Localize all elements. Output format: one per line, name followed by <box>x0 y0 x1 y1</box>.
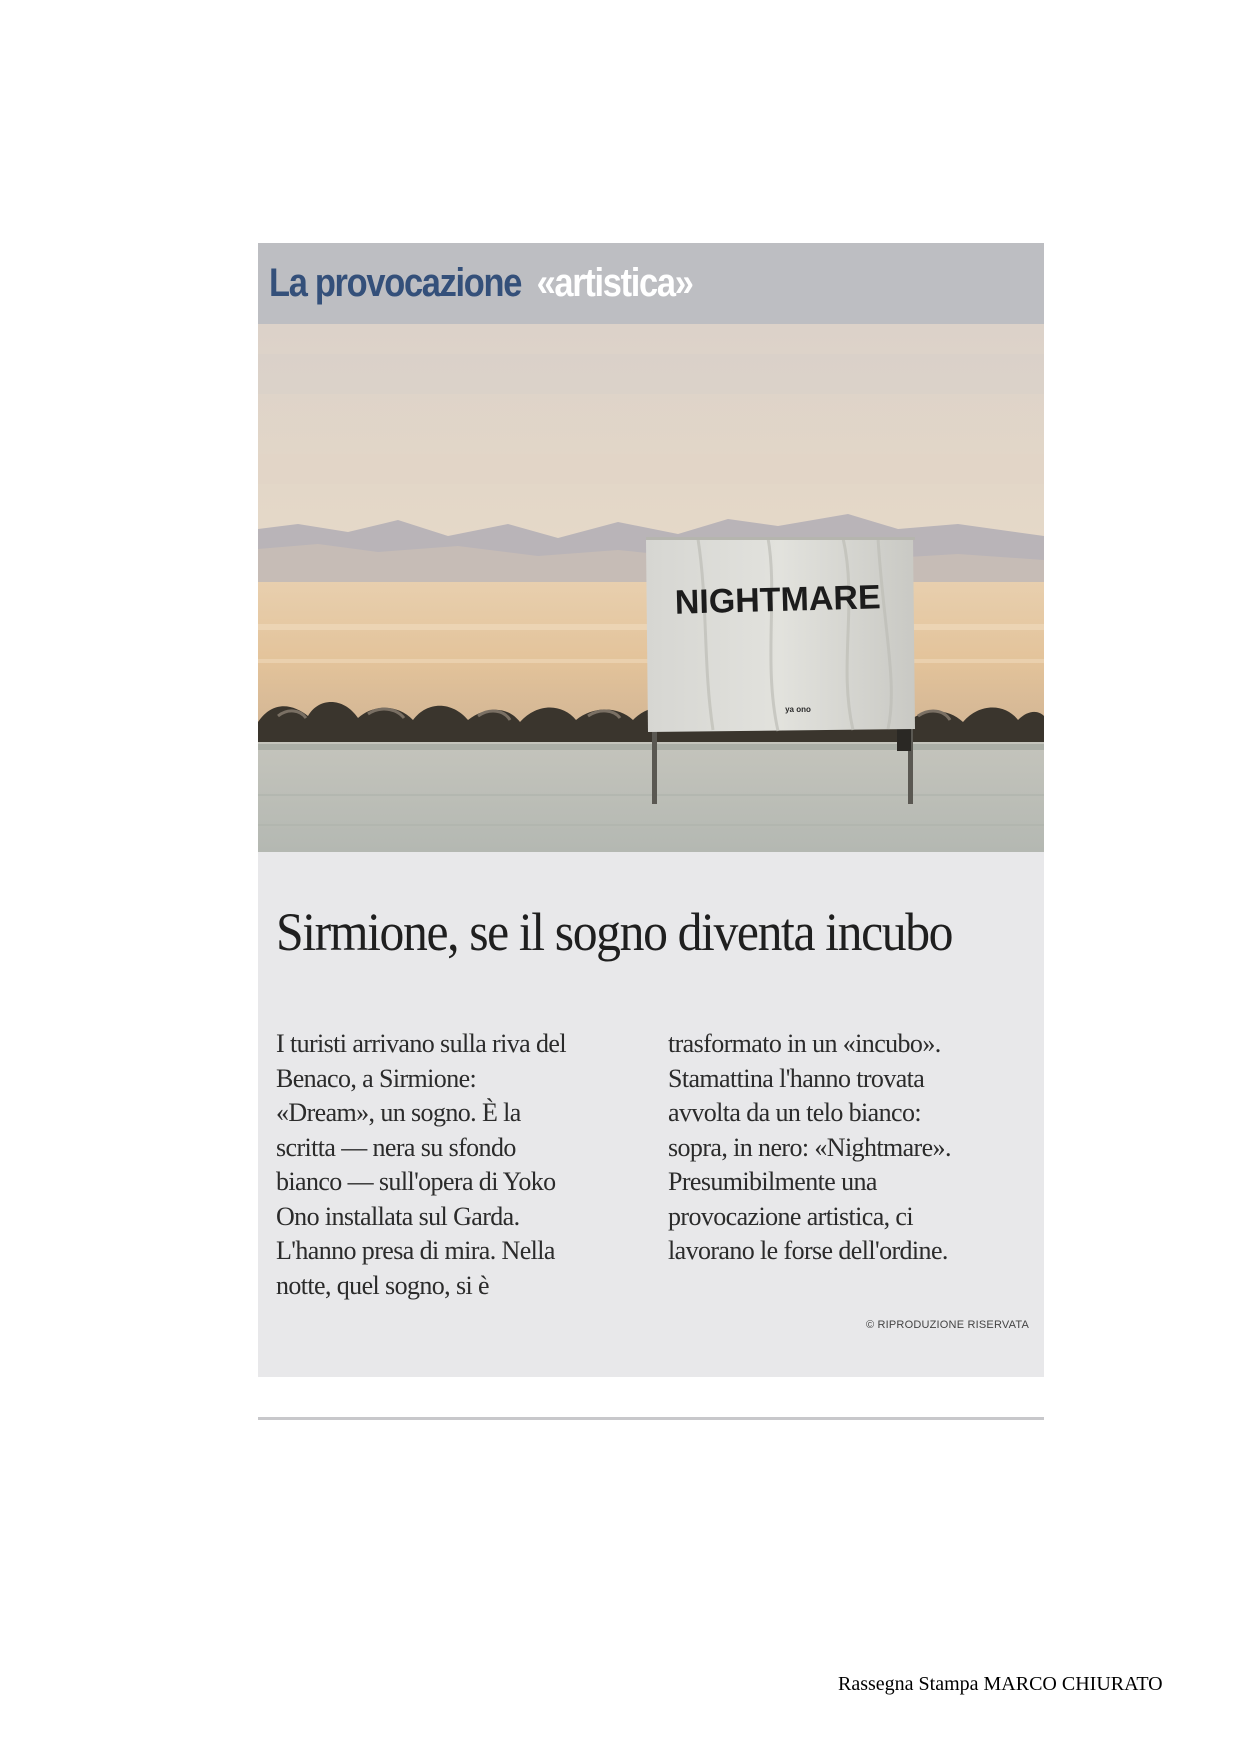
divider-rule <box>258 1417 1044 1420</box>
body-column-right <box>668 1027 1023 1269</box>
body-line: Benaco, a Sirmione: <box>276 1063 477 1093</box>
body-line: sopra, in nero: «Nightmare». <box>668 1132 951 1162</box>
kicker-title <box>269 261 693 306</box>
billboard-photo <box>258 324 1044 852</box>
body-column-left <box>276 1027 631 1303</box>
body-line: lavorano le forse dell'ordine. <box>668 1236 948 1265</box>
body-line: Stamattina l'hanno trovata <box>668 1063 925 1093</box>
body-line: «Dream», un sogno. È la <box>276 1098 521 1127</box>
billboard-signature: ya ono <box>785 705 811 714</box>
body-line: I turisti arrivano sulla riva del <box>276 1029 566 1058</box>
body-line: notte, quel sogno, si è <box>276 1270 489 1300</box>
body-line: scritta — nera su sfondo <box>276 1132 516 1162</box>
billboard-text: NIGHTMARE <box>674 578 882 622</box>
body-line: Ono installata sul Garda. <box>276 1201 520 1231</box>
footer-credit: Rassegna Stampa MARCO CHIURATO <box>838 1673 1163 1695</box>
copyright-notice: © RIPRODUZIONE RISERVATA <box>865 1319 1029 1331</box>
article-headline: Sirmione, se il sogno diventa incubo <box>276 902 953 962</box>
body-line: bianco — sull'opera di Yoko <box>276 1167 556 1196</box>
body-line: Presumibilmente una <box>668 1167 877 1196</box>
body-line: provocazione artistica, ci <box>668 1201 913 1231</box>
body-line: trasformato in un «incubo». <box>668 1029 941 1058</box>
kicker-part1: La provocazione <box>269 261 522 305</box>
kicker-bar <box>258 243 1044 324</box>
body-line: avvolta da un telo bianco: <box>668 1098 921 1127</box>
newspaper-clipping <box>258 243 1044 1377</box>
kicker-part2: «artistica» <box>536 261 693 305</box>
body-line: L'hanno presa di mira. Nella <box>276 1236 555 1265</box>
